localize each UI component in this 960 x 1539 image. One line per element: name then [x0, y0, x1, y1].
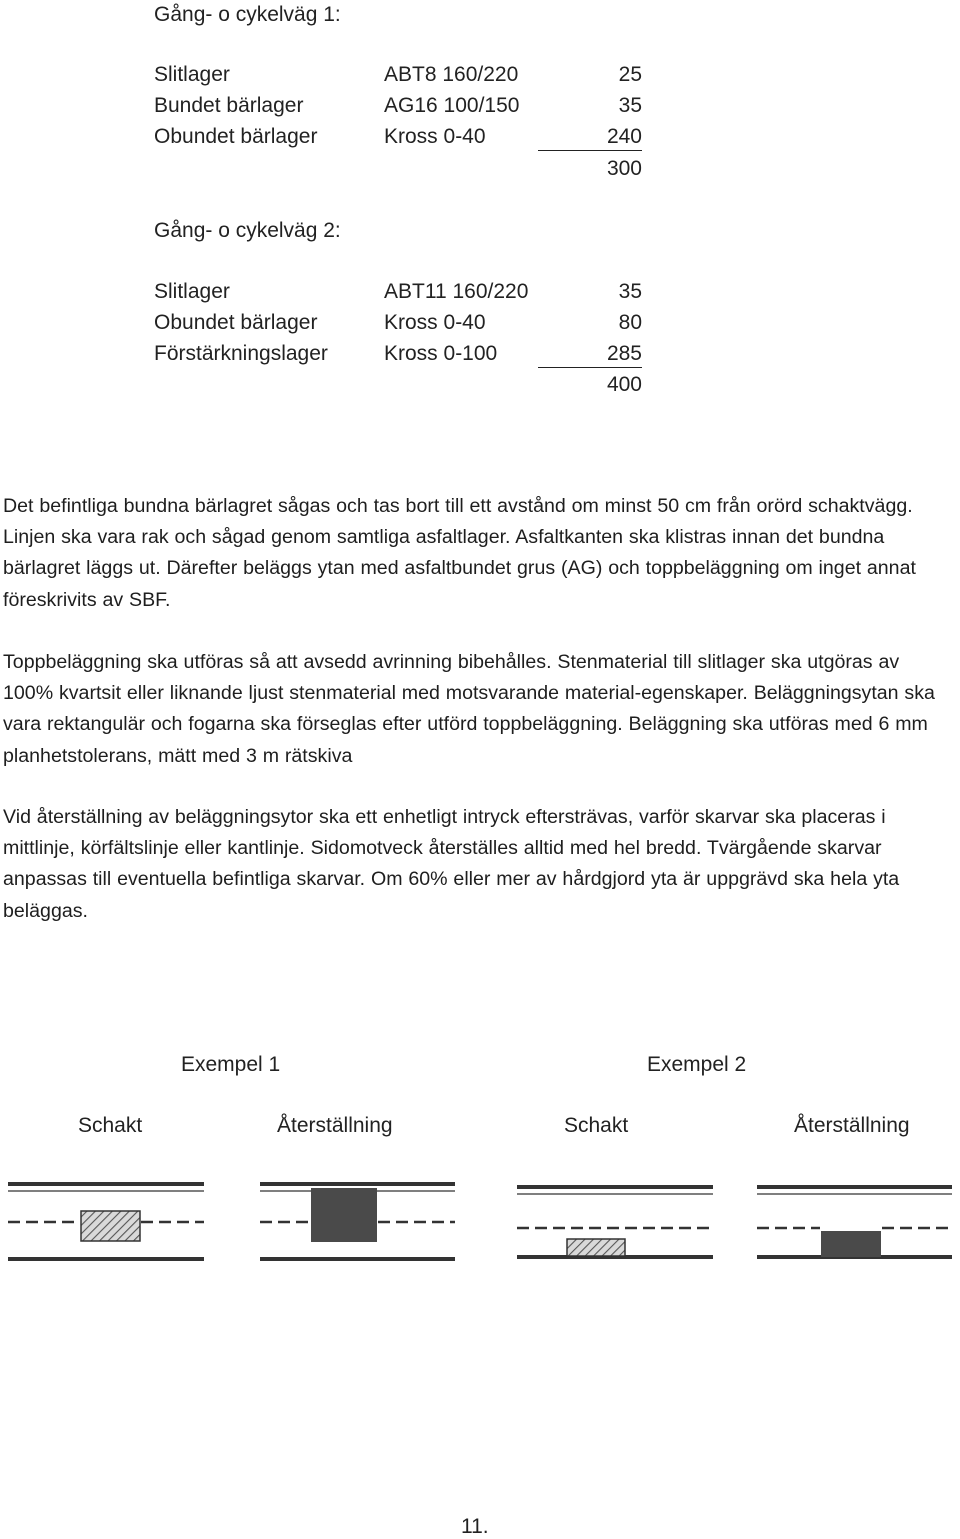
example2-aterstallning-diagram	[757, 1187, 952, 1257]
table-row-layer: Obundet bärlager	[154, 311, 318, 334]
example2-aterstallning-label: Återställning	[794, 1114, 910, 1137]
example2-title: Exempel 2	[647, 1053, 747, 1076]
restoration-area	[821, 1231, 881, 1257]
table-row-material: Kross 0-100	[384, 342, 498, 365]
table-row-layer: Slitlager	[154, 63, 230, 86]
example1-schakt-diagram	[8, 1184, 204, 1259]
table-row-layer: Bundet bärlager	[154, 94, 304, 117]
section2-total: 400	[606, 373, 642, 396]
page-number: 11.	[461, 1515, 489, 1538]
sum-underline	[538, 150, 642, 151]
table-row-layer: Obundet bärlager	[154, 125, 318, 148]
section1-title: Gång- o cykelväg 1:	[154, 3, 341, 26]
example2-schakt-diagram	[517, 1187, 713, 1257]
restoration-area	[311, 1188, 377, 1242]
table-row-thickness: 285	[606, 342, 642, 365]
paragraph-top-coating: Toppbeläggning ska utföras så att avsedd avrinning bibehålles. Stenmaterial till slitlager ska utgöras av 100% kvartsit eller liknande ljust stenmaterial med motsvarande material-egenskaper. Beläggningsytan ska vara rektangulär och fogarna ska förseglas efter utförd toppbeläggning. Beläggning ska utföras med 6 mm planhetstolerans, mätt med 3 m rätskiva	[3, 651, 935, 767]
excavation-area	[567, 1239, 625, 1256]
sum-underline	[538, 367, 642, 368]
section2-title: Gång- o cykelväg 2:	[154, 219, 341, 242]
paragraph-restoration: Vid återställning av beläggningsytor ska ett enhetligt intryck eftersträvas, varför skarvar ska placeras i mittlinje, körfältslinje eller kantlinje. Sidomotveck återställes alltid med hel bredd. Tvärgående skarvar anpassas till eventuella befintliga skarvar. Om 60% eller mer av hårdgjord yta är uppgrävd ska hela yta beläggas.	[3, 806, 900, 922]
table-row-layer: Förstärkningslager	[154, 342, 328, 365]
table-row-layer: Slitlager	[154, 280, 230, 303]
example1-aterstallning-label: Återställning	[277, 1114, 393, 1137]
table-row-thickness: 25	[618, 63, 642, 86]
example1-title: Exempel 1	[181, 1053, 281, 1076]
table-row-material: Kross 0-40	[384, 125, 486, 148]
excavation-area	[81, 1211, 140, 1241]
table-row-thickness: 240	[606, 125, 642, 148]
example2-schakt-label: Schakt	[564, 1114, 629, 1137]
table-row-thickness: 80	[618, 311, 642, 334]
table-row-material: ABT8 160/220	[384, 63, 519, 86]
section1-total: 300	[606, 157, 642, 180]
table-row-material: AG16 100/150	[384, 94, 520, 117]
table-row-material: ABT11 160/220	[384, 280, 529, 303]
table-row-material: Kross 0-40	[384, 311, 486, 334]
paragraph-sawing: Det befintliga bundna bärlagret sågas och tas bort till ett avstånd om minst 50 cm från orörd schaktvägg. Linjen ska vara rak och sågad genom samtliga asfaltlager. Asfaltkanten ska klistras innan det bundna bärlagret läggs ut. Därefter beläggs ytan med asfaltbundet grus (AG) och toppbeläggning om inget annat föreskrivits av SBF.	[3, 495, 916, 611]
table-row-thickness: 35	[618, 94, 642, 117]
table-row-thickness: 35	[618, 280, 642, 303]
example1-schakt-label: Schakt	[78, 1114, 143, 1137]
pavement-diagrams	[0, 1170, 960, 1280]
example1-aterstallning-diagram	[260, 1184, 455, 1259]
